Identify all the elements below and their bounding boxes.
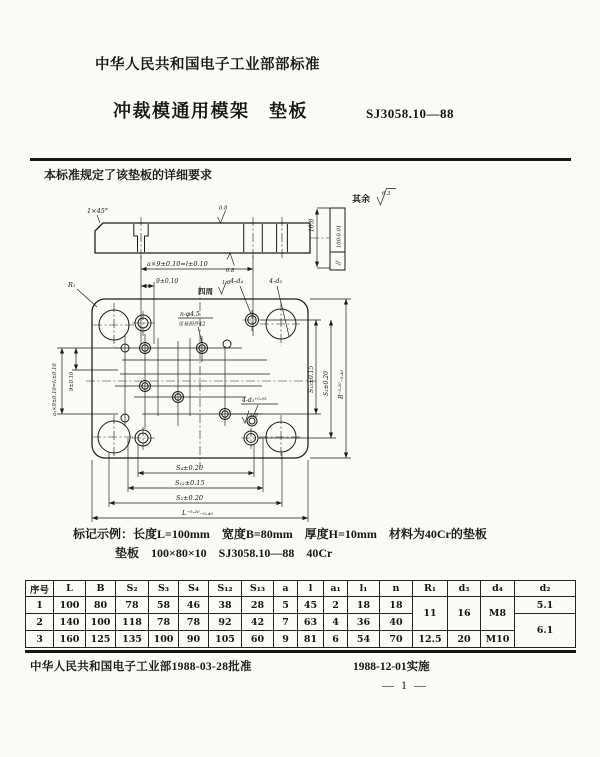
cell: 118 <box>116 614 149 631</box>
col-header: d₄ <box>481 581 515 597</box>
dim-bottom-s2: S₂±0.20 <box>176 494 203 502</box>
d4-holes-label: 4-d₄ <box>230 277 244 285</box>
cell: 28 <box>242 597 274 614</box>
table-row <box>26 597 576 614</box>
rest-finish-value: 6.3 <box>382 191 391 197</box>
cell: 58 <box>149 597 179 614</box>
dim-right-b: B⁻⁰·²⁰₋₀.₄₀ <box>338 370 345 399</box>
col-header: R₁ <box>413 581 448 597</box>
col-header: S₄ <box>179 581 209 597</box>
col-header: a₁ <box>324 581 348 597</box>
cell: 18 <box>348 597 380 614</box>
cell: 5.1 <box>515 597 576 614</box>
col-header: l <box>298 581 324 597</box>
corner-radius-label: R₁ <box>68 281 76 289</box>
dim-bottom-s4: S₄±0.20 <box>176 464 203 472</box>
cell: 105 <box>209 631 242 648</box>
cell: 78 <box>149 614 179 631</box>
cell: 1 <box>26 597 54 614</box>
cell: 135 <box>116 631 149 648</box>
dim-left-formula: a₁×9±0.10=l₁±0.10 <box>52 363 58 416</box>
dim-top-formula: a×9±0.10=l±0.10 <box>147 260 208 268</box>
col-header: S₃ <box>149 581 179 597</box>
n-holes-note: 见易损件42 <box>178 321 206 328</box>
cell: 70 <box>380 631 413 648</box>
dim-right-s3: S₃±0.20 <box>323 371 330 396</box>
cell: M10 <box>481 631 515 648</box>
col-header: B <box>86 581 116 597</box>
around-label: 四周 <box>198 287 213 296</box>
cell: 7 <box>274 614 298 631</box>
cell: 6 <box>324 631 348 648</box>
cell: 16 <box>448 597 481 631</box>
col-header: 序号 <box>26 581 54 597</box>
table-header-row <box>26 581 576 597</box>
dim-bottom-l: L⁻⁰·²⁰₋₀.₄₀ <box>182 509 213 517</box>
standard-org-title: 中华人民共和国电子工业部部标准 <box>95 57 320 73</box>
header-divider <box>30 158 571 161</box>
approval-note: 中华人民共和国电子工业部1988-03-28批准 <box>30 661 252 673</box>
cell: 20 <box>448 631 481 648</box>
d3-holes-label: 4-d₃⁺⁰·⁰⁵ <box>242 397 267 404</box>
col-header: d₃ <box>448 581 481 597</box>
col-header: L <box>54 581 86 597</box>
cell: 90 <box>179 631 209 648</box>
marking-example-label: 标记示例： <box>73 527 134 541</box>
cell: 140 <box>54 614 86 631</box>
cell: 54 <box>348 631 380 648</box>
top-dimensions <box>141 256 253 344</box>
cell: 45 <box>298 597 324 614</box>
cell: 3 <box>26 631 54 648</box>
cell: 160 <box>54 631 86 648</box>
marking-example-line1 <box>73 525 487 544</box>
section-view <box>87 206 345 275</box>
standard-number: SJ3058.10—88 <box>366 106 454 121</box>
implementation-date: 1988-12-01实施 <box>353 661 430 673</box>
cell: 40 <box>380 614 413 631</box>
thickness-dim: 10.8 <box>308 218 316 232</box>
col-header: a <box>274 581 298 597</box>
around-finish-value: 1.6 <box>222 280 231 286</box>
page-number: — 1 — <box>382 678 428 692</box>
col-header: S₁₃ <box>242 581 274 597</box>
finish-top-value: 0.8 <box>219 205 228 212</box>
cell: 18 <box>380 597 413 614</box>
n-holes-label: n-φ4.5 <box>180 311 200 318</box>
cell: 80 <box>86 597 116 614</box>
cell: 36 <box>348 614 380 631</box>
cell: 60 <box>242 631 274 648</box>
col-header: d₂ <box>515 581 576 597</box>
general-finish-note <box>352 189 396 206</box>
col-header: n <box>380 581 413 597</box>
cell: 6.1 <box>515 614 576 648</box>
cell: 2 <box>324 597 348 614</box>
cell: 78 <box>116 597 149 614</box>
marking-example-text: 长度L=100mm 宽度B=80mm 厚度H=10mm 材料为40Cr的垫板 <box>133 527 487 541</box>
cell: 125 <box>86 631 116 648</box>
dim-left-pitch: 9±0.10 <box>69 371 75 391</box>
cell: 12.5 <box>413 631 448 648</box>
parameter-table <box>25 580 576 648</box>
technical-drawing <box>30 186 571 526</box>
marking-example-line2: 垫板 100×80×10 SJ3058.10—88 40Cr <box>115 546 333 560</box>
d2-holes-label: 4-d₂ <box>269 277 283 285</box>
chamfer-label: 1×45° <box>87 207 109 215</box>
cell: 9 <box>274 631 298 648</box>
cell: 11 <box>413 597 448 631</box>
cell: 78 <box>179 614 209 631</box>
cell: M8 <box>481 597 515 631</box>
finish-bottom-value: 0.8 <box>226 268 235 274</box>
dim-top-pitch: 9±0.10 <box>156 278 179 285</box>
dim-bottom-s12: S₁₂±0.15 <box>175 479 205 487</box>
table-row <box>26 631 576 648</box>
cell: 100 <box>149 631 179 648</box>
scope-note: 本标准规定了该垫板的详细要求 <box>44 168 213 182</box>
marking-example <box>73 525 487 563</box>
cell: 42 <box>242 614 274 631</box>
parallelism-value: 100:0.01 <box>336 224 343 248</box>
cell: 100 <box>54 597 86 614</box>
cell: 63 <box>298 614 324 631</box>
plan-view <box>86 286 316 468</box>
cell: 92 <box>209 614 242 631</box>
cell: 46 <box>179 597 209 614</box>
cell: 2 <box>26 614 54 631</box>
cell: 81 <box>298 631 324 648</box>
dim-right-s13: S₁₃±0.15 <box>308 365 315 393</box>
d3-finish-value: 1.6 <box>249 413 258 419</box>
cell: 100 <box>86 614 116 631</box>
rest-label: 其余 <box>352 194 371 204</box>
table-bottom-rule <box>25 650 576 653</box>
col-header: S₂ <box>116 581 149 597</box>
cell: 5 <box>274 597 298 614</box>
cell: 4 <box>324 614 348 631</box>
parallelism-symbol: // <box>335 260 343 265</box>
cell: 38 <box>209 597 242 614</box>
col-header: l₁ <box>348 581 380 597</box>
col-header: S₁₂ <box>209 581 242 597</box>
page-title: 冲裁模通用模架 垫板 <box>113 101 308 121</box>
left-dimensions <box>52 348 118 416</box>
